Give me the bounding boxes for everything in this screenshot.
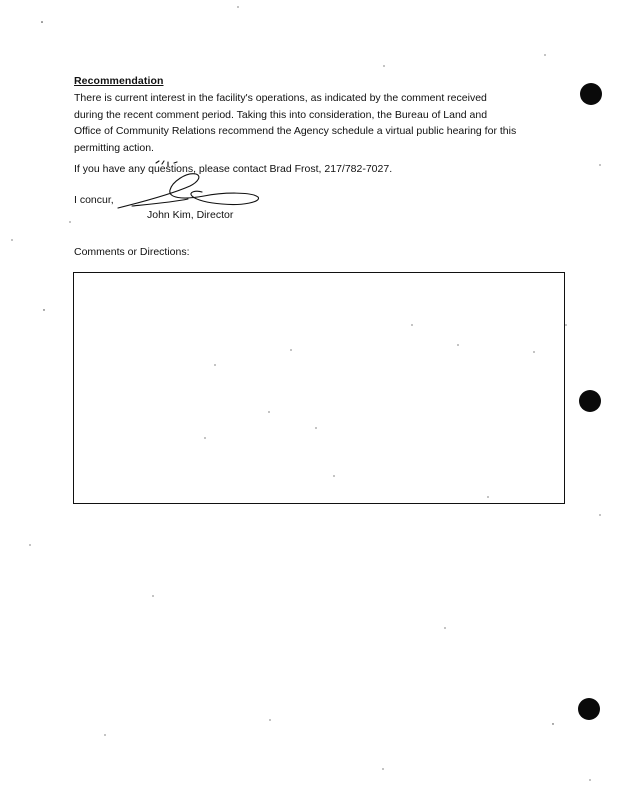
recommendation-paragraph bbox=[74, 90, 564, 156]
comments-box[interactable] bbox=[73, 272, 565, 504]
contact-sentence: If you have any questions, please contact Brad Frost, 217/782-7027. bbox=[74, 163, 393, 175]
paragraph-line: permitting action. bbox=[74, 141, 154, 154]
comments-label: Comments or Directions: bbox=[74, 246, 190, 258]
concur-label: I concur, bbox=[74, 194, 114, 206]
paragraph-line: during the recent comment period. Taking this into consideration, the Bureau of Land and bbox=[74, 108, 488, 121]
paragraph-line: Office of Community Relations recommend the Agency schedule a virtual public hearing for this bbox=[74, 125, 517, 137]
punch-hole bbox=[578, 698, 600, 720]
punch-hole bbox=[580, 83, 602, 105]
handwritten-signature bbox=[112, 152, 262, 214]
recommendation-heading: Recommendation bbox=[74, 75, 164, 87]
paragraph-line: There is current interest in the facility's operations, as indicated by the comment received bbox=[74, 92, 487, 104]
punch-hole bbox=[579, 390, 601, 412]
signer-name-title: John Kim, Director bbox=[147, 209, 234, 221]
